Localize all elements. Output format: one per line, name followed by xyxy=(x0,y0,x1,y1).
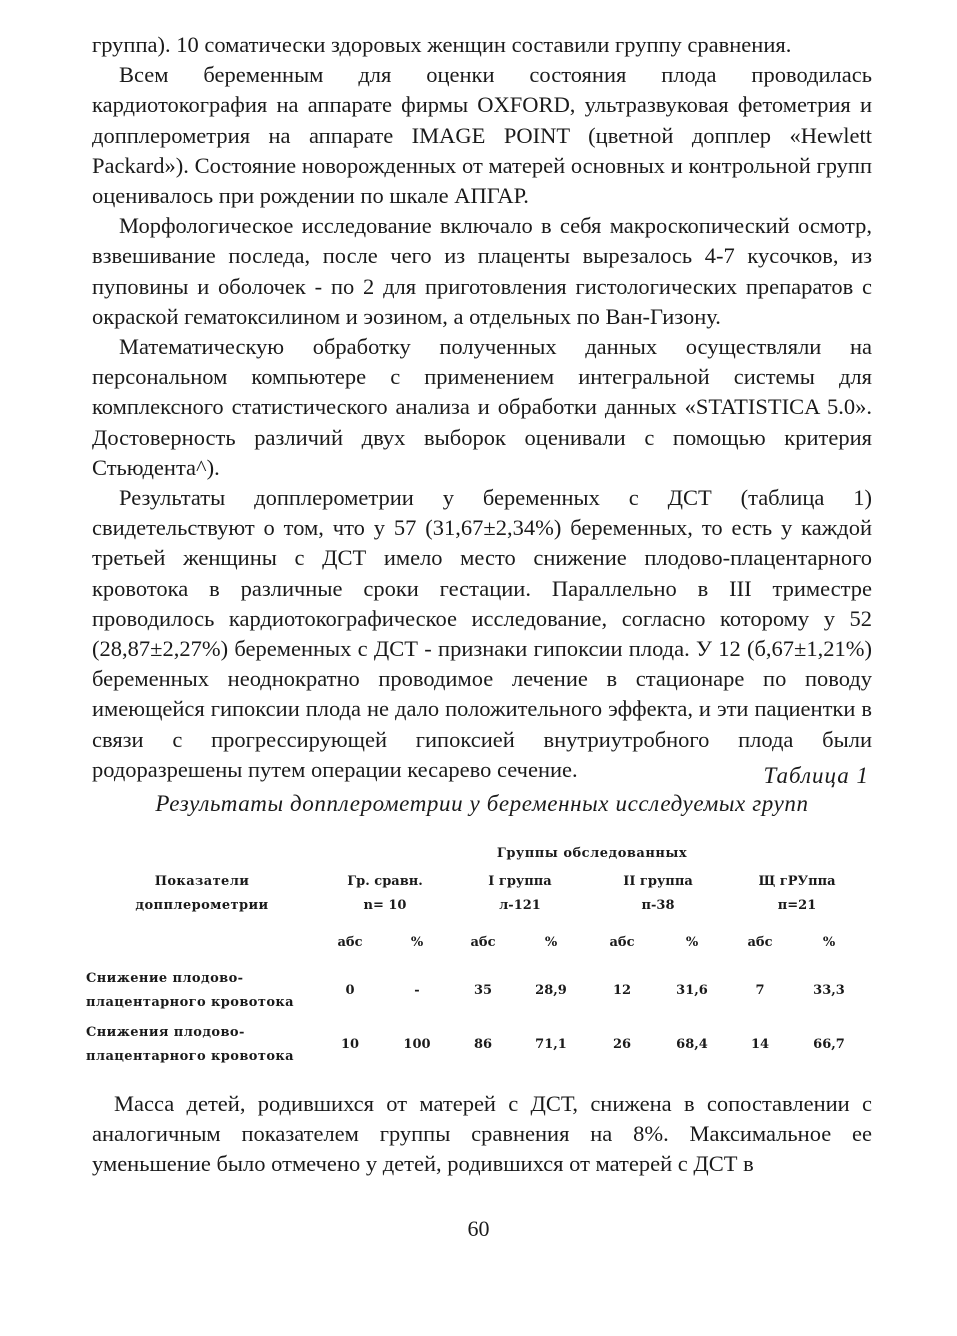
table-cell: 86 xyxy=(473,1037,493,1052)
row-label xyxy=(86,1018,318,1072)
table-row xyxy=(86,964,866,1018)
paragraph-morphology: Морфологическое исследование включало в себя макроскопический осмотр, взвешивание последа, после чего из плаценты вырезалось 4-7 кусочков, из пуповины и оболочек - по 2 для приготовления гистологических препаратов с окраской гематоксилином и эозином, а отдельных по Ван-Гизону. xyxy=(92,213,872,329)
table-header-groups-row xyxy=(86,838,866,868)
table-cell: 12 xyxy=(612,983,632,998)
table-cell: 100 xyxy=(403,1037,431,1052)
table-cell: 35 xyxy=(473,983,493,998)
paragraph-closing: Масса детей, родившихся от матерей с ДСТ, снижена в сопоставлении с аналогичным показателем группы сравнения на 8%. Максимальное ее уменьшение было отмечено у детей, родившихся от матерей с ДСТ в xyxy=(92,1091,872,1177)
table-cell: 33,3 xyxy=(813,983,845,998)
paragraph-statistics: Математическую обработку полученных данных осуществляли на персональном компьютере с применением интегральной системы для комплексного статистического анализа и обработки данных «STATISTICA 5.0». Достоверность различий двух выборок оценивали с помощью критерия Стьюдента^). xyxy=(92,334,872,480)
group-size: п-38 xyxy=(641,898,675,913)
table-cell: 66,7 xyxy=(813,1037,845,1052)
groups-header: Группы обследованных xyxy=(496,845,688,861)
table-cell: - xyxy=(414,983,420,998)
group-header-comparison xyxy=(318,868,452,920)
table-cell: 71,1 xyxy=(535,1037,567,1052)
group-size: n= 10 xyxy=(363,898,407,913)
body-text xyxy=(92,30,872,785)
closing-text xyxy=(92,1089,872,1180)
table-cell: 7 xyxy=(755,983,765,998)
table-title: Результаты допплерометрии у беременных исследуемых групп xyxy=(155,791,809,816)
unit-abs: абс xyxy=(470,934,496,950)
table-cell: 0 xyxy=(345,983,355,998)
table-header-units-row xyxy=(86,920,866,964)
table-cell: 28,9 xyxy=(535,983,567,998)
unit-abs: абс xyxy=(337,934,363,950)
unit-pct: % xyxy=(685,934,699,950)
unit-abs: абс xyxy=(747,934,773,950)
unit-pct: % xyxy=(544,934,558,950)
unit-abs: абс xyxy=(609,934,635,950)
table-cell: 14 xyxy=(750,1037,770,1052)
group-size: л-121 xyxy=(499,898,541,913)
row-label xyxy=(86,964,318,1018)
group-header-3 xyxy=(728,868,866,920)
paragraph-results: Результаты допплерометрии у беременных с ДСТ (таблица 1) свидетельствуют о том, что у 57 (31,67±2,34%) беременных, то есть у каждой третьей женщины с ДСТ имело место снижение плодово-плацентарного кровотока в различные сроки гестации. Параллельно в III триместре проводилось кардиотокографическое исследование, согласно которому у 52 (28,87±2,27%) беременных с ДСТ - признаки гипоксии плода. У 12 (б,67±1,21%) беременных неоднократно проводимое лечение в стационаре по поводу имеющейся гипоксии плода не дало положительного эффекта, и эти пациентки в связи с прогрессирующей гипоксией внутриутробного плода были родоразрешены путем операции кесарево сечение. xyxy=(92,485,872,782)
paragraph-continuation: группа). 10 соматически здоровых женщин составили группу сравнения. xyxy=(92,32,792,57)
group-header-2 xyxy=(588,868,728,920)
table-header-names-row xyxy=(86,868,866,920)
row-label-line1: Снижение плодово- xyxy=(86,971,244,986)
table-row xyxy=(86,1018,866,1072)
table-cell: 10 xyxy=(340,1037,360,1052)
indicator-header-line2: допплерометрии xyxy=(135,898,269,913)
table-cell: 68,4 xyxy=(676,1037,708,1052)
group-name: Гр. сравн. xyxy=(347,874,423,889)
table-cell: 31,6 xyxy=(676,983,708,998)
table-label: Таблица 1 xyxy=(763,763,869,788)
group-name: I группа xyxy=(488,874,552,889)
indicator-header-line1: Показатели xyxy=(154,874,250,889)
unit-pct: % xyxy=(410,934,424,950)
table-cell: 26 xyxy=(612,1037,632,1052)
group-header-1 xyxy=(452,868,588,920)
page-number: 60 xyxy=(467,1216,490,1241)
row-label-line2: плацентарного кровотока xyxy=(86,1049,295,1064)
row-label-line2: плацентарного кровотока xyxy=(86,995,295,1010)
paragraph-methods: Всем беременным для оценки состояния плода проводилась кардиотокография на аппарате фирмы OXFORD, ультразвуковая фетометрия и допплерометрия на аппарате IMAGE POINT (цветной допплер «Hewlett Packard»). Состояние новорожденных от матерей основных и контрольной групп оценивалось при рождении по шкале АПГАР. xyxy=(92,62,872,209)
unit-pct: % xyxy=(822,934,836,950)
indicator-header xyxy=(86,868,318,920)
results-table-container xyxy=(86,838,866,1072)
row-label-line1: Снижения плодово- xyxy=(86,1025,245,1040)
group-size: п=21 xyxy=(777,898,817,913)
group-name: Щ гРУппа xyxy=(758,874,836,889)
results-table xyxy=(86,838,866,1072)
group-name: II группа xyxy=(623,874,693,889)
